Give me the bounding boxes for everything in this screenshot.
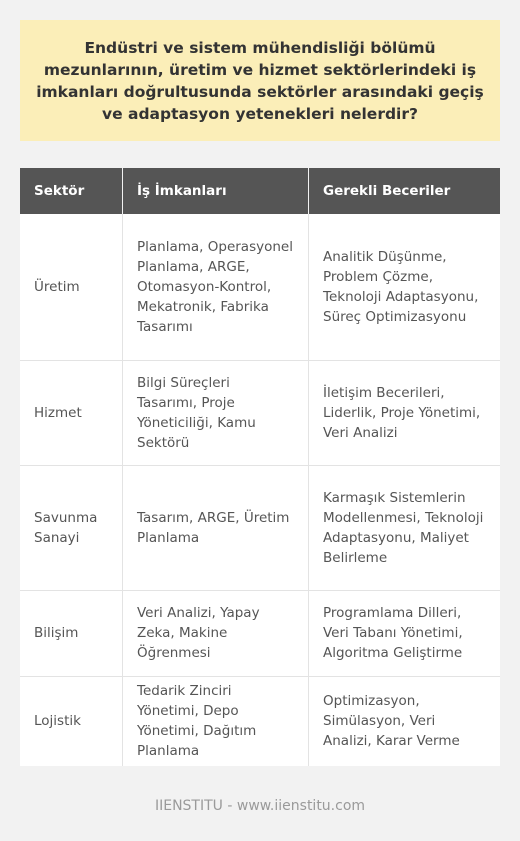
sector-cell: Üretim [20, 214, 123, 360]
table-row [20, 360, 500, 465]
table-row [20, 214, 500, 360]
jobs-cell: Veri Analizi, Yapay Zeka, Makine Öğrenmesi [123, 590, 309, 676]
sector-table [20, 168, 500, 766]
skills-cell: Programlama Dilleri, Veri Tabanı Yönetimi, Algoritma Geliştirme [309, 590, 501, 676]
column-header-job-opportunities: İş İmkanları [123, 168, 309, 214]
skills-cell: Karmaşık Sistemlerin Modellenmesi, Teknoloji Adaptasyonu, Maliyet Belirleme [309, 465, 501, 590]
sector-cell: Hizmet [20, 360, 123, 465]
sector-cell: Bilişim [20, 590, 123, 676]
table-header-row [20, 168, 500, 214]
table-row [20, 465, 500, 590]
column-header-required-skills: Gerekli Beceriler [309, 168, 501, 214]
sector-cell: Lojistik [20, 676, 123, 766]
table-row [20, 676, 500, 766]
jobs-cell: Tedarik Zinciri Yönetimi, Depo Yönetimi, Dağıtım Planlama [123, 676, 309, 766]
page-title: Endüstri ve sistem mühendisliği bölümü mezunlarının, üretim ve hizmet sektörlerindeki iş imkanları doğrultusunda sektörler arasındaki geçiş ve adaptasyon yetenekleri nelerdir? [36, 38, 484, 123]
skills-cell: Analitik Düşünme, Problem Çözme, Teknoloji Adaptasyonu, Süreç Optimizasyonu [309, 214, 501, 360]
sector-cell: Savunma Sanayi [20, 465, 123, 590]
column-header-sector: Sektör [20, 168, 123, 214]
jobs-cell: Planlama, Operasyonel Planlama, ARGE, Otomasyon-Kontrol, Mekatronik, Fabrika Tasarımı [123, 214, 309, 360]
jobs-cell: Bilgi Süreçleri Tasarımı, Proje Yöneticiliği, Kamu Sektörü [123, 360, 309, 465]
jobs-cell: Tasarım, ARGE, Üretim Planlama [123, 465, 309, 590]
title-box [20, 20, 500, 141]
footer-credit: IIENSTITU - www.iienstitu.com [154, 798, 366, 814]
table-row [20, 590, 500, 676]
skills-cell: Optimizasyon, Simülasyon, Veri Analizi, Karar Verme [323, 693, 460, 750]
skills-cell: İletişim Becerileri, Liderlik, Proje Yönetimi, Veri Analizi [309, 360, 501, 465]
